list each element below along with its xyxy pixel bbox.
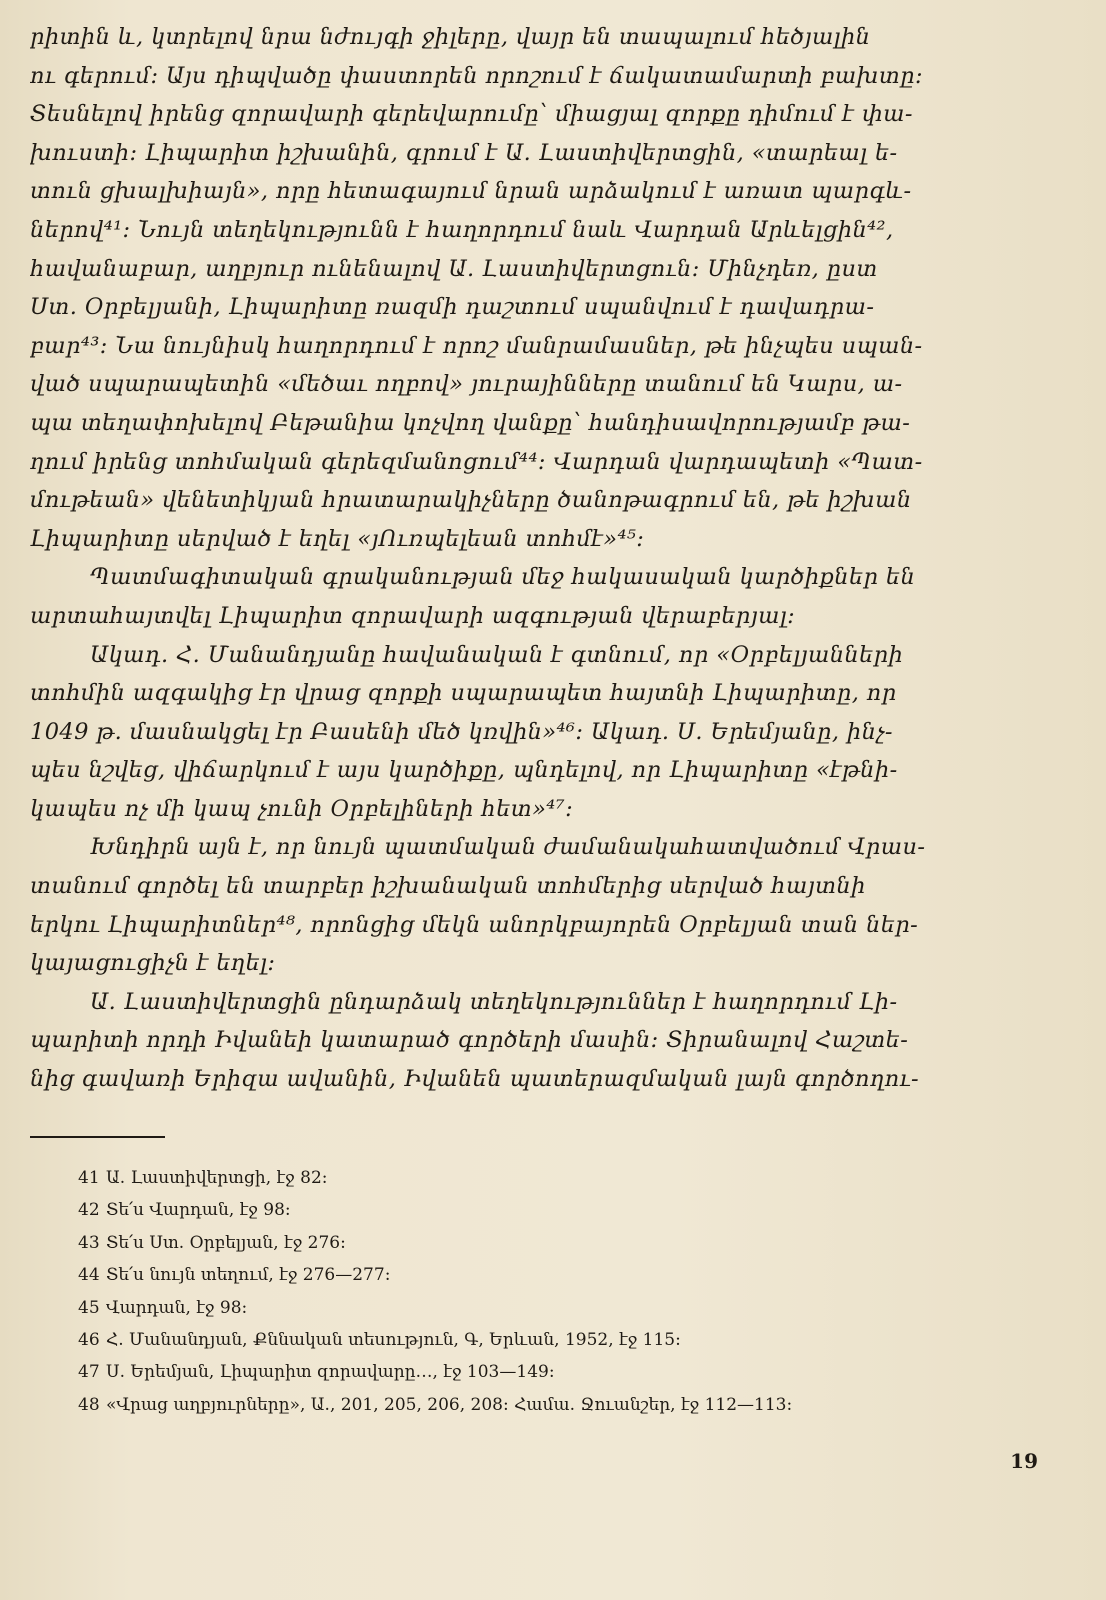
footnote-number: 45 xyxy=(78,1297,100,1318)
text-line: Ստ. Օրբելյանի, Լիպարիտը ռազմի դաշտում սպանվում է դավադրա- xyxy=(30,294,875,321)
text-line: Ա. Լաստիվերտցին ընդարձակ տեղեկություններ է հաղորդում Լի- xyxy=(90,988,898,1015)
text-line: հավանաբար, աղբյուր ունենալով Ա. Լաստիվերտցուն։ Մինչդեռ, ըստ xyxy=(30,255,878,282)
footnote xyxy=(78,1292,1046,1324)
footnote-number: 46 xyxy=(78,1330,100,1351)
footnote-text: Տե՛ս Ստ. Օրբելյան, էջ 276։ xyxy=(106,1232,346,1253)
footnote-text: «Վրաց աղբյուրները», Ա., 201, 205, 206, 208։ Համա. Ջուանշեր, էջ 112—113։ xyxy=(106,1394,793,1415)
text-line: Ակադ. Հ. Մանանդյանը հավանական է գտնում, որ «Օրբելյանների xyxy=(90,641,904,668)
text-line: խուստի։ Լիպարիտ իշխանին, գրում է Ա. Լաստիվերտցին, «տարեալ ե- xyxy=(30,139,898,166)
text-line: Տեսնելով իրենց զորավարի գերեվարումը՝ միացյալ զորքը դիմում է փա- xyxy=(30,101,913,128)
footnote xyxy=(78,1162,1046,1194)
text-line: պարիտի որդի Իվանեի կատարած գործերի մասին։ Տիրանալով Հաշտե- xyxy=(30,1027,909,1054)
text-line: 1049 թ. մասնակցել էր Բասենի մեծ կռվին»⁴⁶։ Ակադ. Ս. Երեմյանը, ինչ- xyxy=(30,718,893,745)
footnotes xyxy=(78,1162,1046,1421)
footnote-separator xyxy=(30,1136,165,1138)
text-line: մութեան» վենետիկյան հրատարակիչները ծանոթագրում են, թե իշխան xyxy=(30,487,912,514)
footnote-number: 47 xyxy=(78,1362,100,1383)
text-line: ված սպարապետին «մեծաւ ողբով» յուրայինները տանում են Կարս, ա- xyxy=(30,371,903,398)
footnote-text: Ա. Լաստիվերտցի, էջ 82։ xyxy=(106,1168,328,1188)
footnote-number: 42 xyxy=(78,1200,100,1221)
text-line: արտահայտվել Լիպարիտ զորավարի ազգության վերաբերյալ։ xyxy=(30,602,796,629)
text-line: րիտին և, կտրելով նրա նժույգի ջիլերը, վայր են տապալում հեծյալին xyxy=(30,24,871,50)
footnote-number: 48 xyxy=(78,1394,100,1415)
footnote xyxy=(78,1324,1046,1356)
text-line: բար⁴³։ Նա նույնիսկ հաղորդում է որոշ մանրամասներ, թե ինչպես սպան- xyxy=(30,332,923,359)
footnote xyxy=(78,1227,1046,1259)
footnote xyxy=(78,1194,1046,1226)
footnote xyxy=(78,1259,1046,1291)
footnote-text: Հ. Մանանդյան, Քննական տեսություն, Գ, Երևան, 1952, էջ 115։ xyxy=(106,1330,681,1351)
page-number: 19 xyxy=(1010,1449,1038,1473)
text-line: Լիպարիտը սերված է եղել «յՈւռպելեան տոհմէ»⁴⁵։ xyxy=(30,525,645,552)
text-line: երկու Լիպարիտներ⁴⁸, որոնցից մեկն անորկբայորեն Օրբելյան տան ներ- xyxy=(30,911,919,938)
text-line: նից գավառի Երիզա ավանին, Իվանեն պատերազմական լայն գործողու- xyxy=(30,1066,920,1093)
footnote-text: Տե՛ս Վարդան, էջ 98։ xyxy=(106,1200,291,1221)
footnote-text: Տե՛ս նույն տեղում, էջ 276—277։ xyxy=(106,1265,391,1286)
text-line: ու գերում։ Այս դիպվածը փաստորեն որոշում է ճակատամարտի բախտը։ xyxy=(30,62,923,89)
text-line: Պատմագիտական գրականության մեջ հակասական կարծիքներ են xyxy=(90,564,916,591)
footnote-number: 43 xyxy=(78,1232,100,1253)
text-line: կայացուցիչն է եղել։ xyxy=(30,950,276,977)
footnote xyxy=(78,1356,1046,1388)
text-line: ղում իրենց տոհմական գերեզմանոցում⁴⁴։ Վարդան վարդապետի «Պատ- xyxy=(30,448,923,475)
footnote-number: 44 xyxy=(78,1265,100,1286)
text-line: տուն ցխալխիայն», որը հետագայում նրան արձակում է առատ պարգև- xyxy=(30,178,912,205)
text-line: ներով⁴¹։ Նույն տեղեկությունն է հաղորդում նաև Վարդան Արևելցին⁴², xyxy=(30,216,894,243)
text-line: պես նշվեց, վիճարկում է այս կարծիքը, պնդելով, որ Լիպարիտը «էթնի- xyxy=(30,757,898,784)
text-line: Խնդիրն այն է, որ նույն պատմական ժամանակահատվածում Վրաս- xyxy=(90,834,926,861)
footnote-number: 41 xyxy=(78,1168,100,1188)
footnote xyxy=(78,1389,1046,1421)
footnote-text: Վարդան, էջ 98։ xyxy=(106,1297,248,1318)
text-line: տանում գործել են տարբեր իշխանական տոհմերից սերված հայտնի xyxy=(30,873,866,900)
text-line: պա տեղափոխելով Բեթանիա կոչվող վանքը՝ հանդիսավորությամբ թա- xyxy=(30,409,911,436)
body-text xyxy=(30,18,1046,1099)
text-line: տոհմին ազգակից էր վրաց զորքի սպարապետ հայտնի Լիպարիտը, որ xyxy=(30,680,897,707)
footnote-text: Ս. Երեմյան, Լիպարիտ զորավարը…, էջ 103—149։ xyxy=(106,1362,555,1383)
text-line: կապես ոչ մի կապ չունի Օրբելիների հետ»⁴⁷։ xyxy=(30,795,574,822)
